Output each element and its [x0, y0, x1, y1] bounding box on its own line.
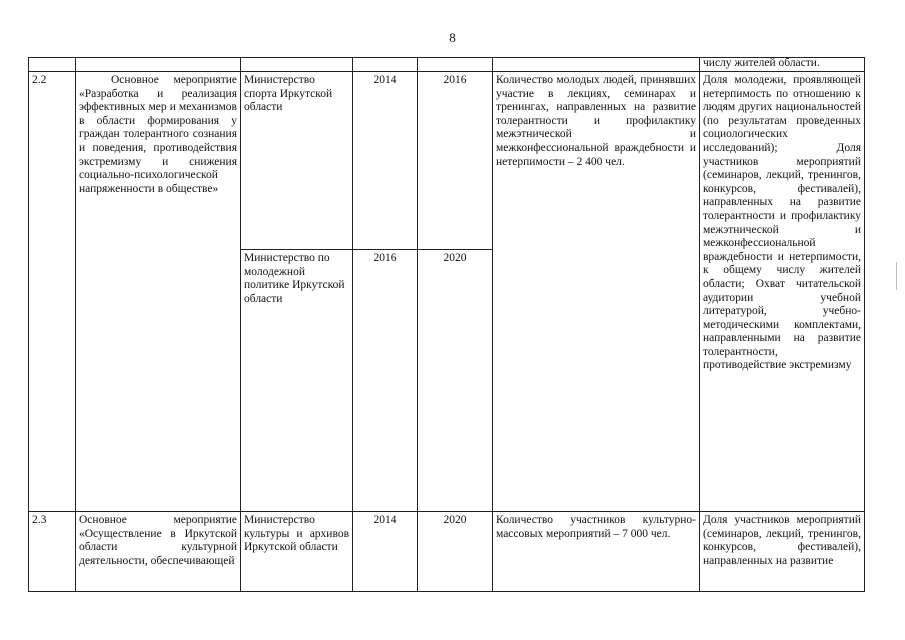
table-cell — [353, 58, 418, 72]
table-cell — [493, 58, 700, 72]
start-year-cell: 2014 — [353, 512, 418, 592]
row-number: 2.2 — [29, 72, 76, 512]
row-number: 2.3 — [29, 512, 76, 592]
result-cell: Количество участников культурно-массовых мероприятий – 7 000 чел. — [493, 512, 700, 592]
program-table — [28, 57, 865, 592]
table-cell — [29, 58, 76, 72]
executor-cell: Министерство культуры и архивов Иркутской области — [241, 512, 353, 592]
indicator-cell: Доля участников мероприятий (семинаров, лекций, тренингов, конкурсов, фестивалей), направленных на развитие — [700, 512, 865, 592]
start-year-cell: 2014 — [353, 72, 418, 250]
table-row — [29, 512, 865, 592]
indicator-cell: Доля молодежи, проявляющей нетерпимость по отношению к людям других национальностей (по результатам проведенных социологических исследований); Доля участников мероприятий (семинаров, лекций, тренингов, конкурсов, фестивалей), направленных на развитие толерантности и профилактику межэтнической и межконфессиональной враждебности и нетерпимости, к общему числу жителей области; Охват читательской аудитории учебной литературой, учебно-методическими комплектами, направленными на развитие толерантности, противодействие экстремизму — [700, 72, 865, 512]
executor-cell: Министерство спорта Иркутской области — [241, 72, 353, 250]
event-cell: Основное мероприятие «Осуществление в Иркутской области культурной деятельности, обеспечивающей — [76, 512, 241, 592]
executor-cell: Министерство по молодежной политике Иркутской области — [241, 250, 353, 512]
end-year-cell: 2020 — [418, 250, 493, 512]
end-year-cell: 2016 — [418, 72, 493, 250]
event-cell: Основное мероприятие «Разработка и реализация эффективных мер и механизмов в области формирования у граждан толерантного сознания и поведения, противодействия экстремизму и снижения социально-психологической напряженности в обществе» — [76, 72, 241, 512]
scan-edge-mark — [896, 262, 897, 290]
table-cell — [241, 58, 353, 72]
table-cell — [418, 58, 493, 72]
end-year-cell: 2020 — [418, 512, 493, 592]
table-row — [29, 72, 865, 250]
start-year-cell: 2016 — [353, 250, 418, 512]
page-number: 8 — [449, 30, 456, 45]
result-cell: Количество молодых людей, принявших участие в лекциях, семинарах и тренингах, направленных на развитие толерантности и профилактику межэтнической и межконфессиональной враждебности и нетерпимости – 2 400 чел. — [493, 72, 700, 512]
table-row-continuation — [29, 58, 865, 72]
table-cell — [76, 58, 241, 72]
indicator-cell: числу жителей области. — [700, 58, 865, 72]
